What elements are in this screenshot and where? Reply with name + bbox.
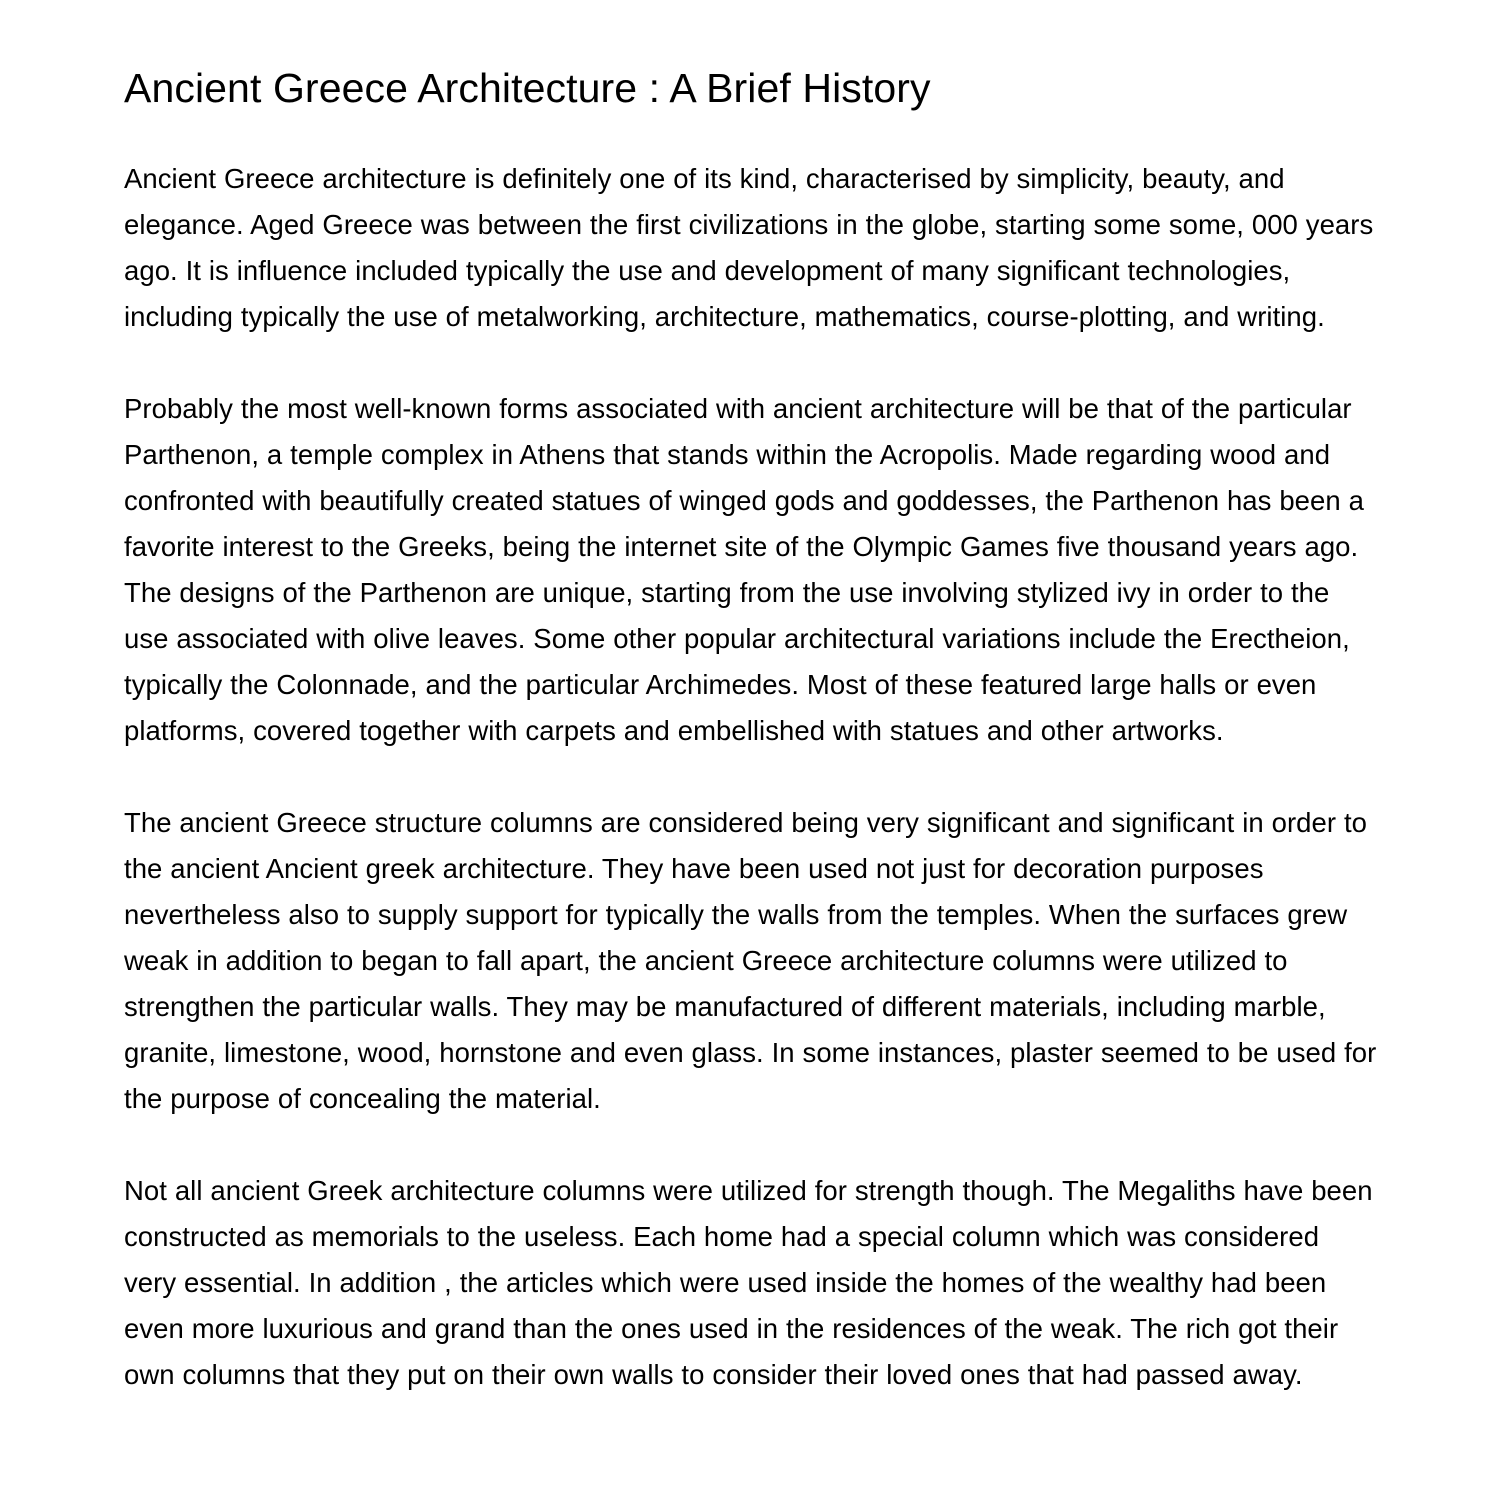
title-spacer <box>124 114 1379 156</box>
paragraph-intro: Ancient Greece architecture is definitely one of its kind, characterised by simplicity, beauty, and elegance. Aged Greece was between the first civilizations in the globe, starting some some, 000 years ago. It is influence included typically the use and development of many significant technologies, including typically the use of metalworking, architecture, mathematics, course-plotting, and writing. <box>124 163 1374 332</box>
paragraph-columns: The ancient Greece structure columns are considered being very significant and significant in order to the ancient Ancient greek architecture. They have been used not just for decoration purposes nevertheless also to supply support for typically the walls from the temples. When the surfaces grew weak in addition to began to fall apart, the ancient Greece architecture columns were utilized to strengthen the particular walls. They may be manufactured of different materials, including marble, granite, limestone, wood, hornstone and even glass. In some instances, plaster seemed to be used for the purpose of concealing the material. <box>124 807 1377 1114</box>
paragraph-spacer <box>124 754 1379 800</box>
paragraph-parthenon: Probably the most well-known forms associated with ancient architecture will be that of the particular Parthenon, a temple complex in Athens that stands within the Acropolis. Made regarding wood and confronted with beautifully created statues of winged gods and goddesses, the Parthenon has been a favorite interest to the Greeks, being the internet site of the Olympic Games five thousand years ago. The designs of the Parthenon are unique, starting from the use involving stylized ivy in order to the use associated with olive leaves. Some other popular architectural variations include the Erectheion, typically the Colonnade, and the particular Archimedes. Most of these featured large halls or even platforms, covered together with carpets and embellished with statues and other artworks. <box>124 393 1364 746</box>
paragraph-megaliths: Not all ancient Greek architecture columns were utilized for strength though. The Megaliths have been constructed as memorials to the useless. Each home had a special column which was considered very essential. In addition , the articles which were used inside the homes of the wealthy had been even more luxurious and grand than the ones used in the residences of the weak. The rich got their own columns that they put on their own walls to consider their loved ones that had passed away. <box>124 1175 1373 1390</box>
paragraph-spacer <box>124 340 1379 386</box>
page-title: Ancient Greece Architecture : A Brief History <box>124 65 931 111</box>
document-body <box>124 0 1379 1398</box>
paragraph-spacer <box>124 1122 1379 1168</box>
